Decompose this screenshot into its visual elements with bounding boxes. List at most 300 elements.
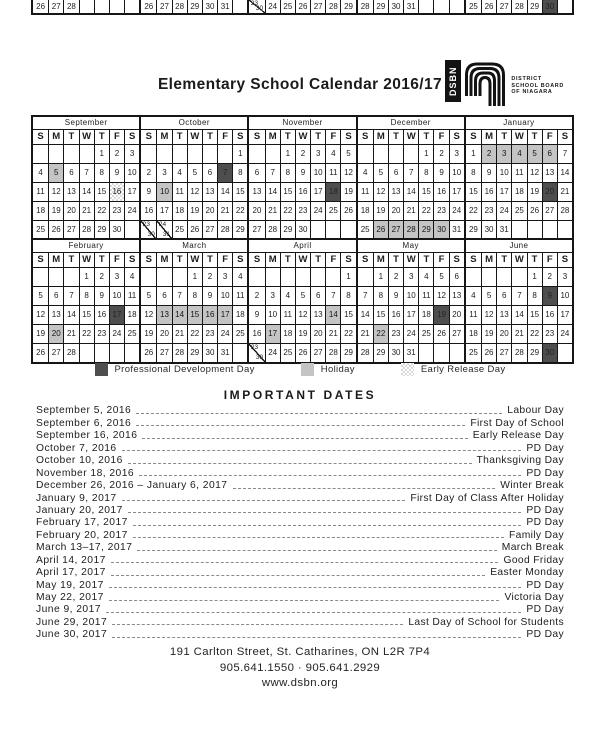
dotted-leader [112,624,403,625]
month-name: April [249,240,355,253]
day-cell: 23 [481,202,496,220]
day-cell: 20 [202,202,217,220]
day-cell: 8 [340,287,355,305]
day-cell: 17 [496,183,511,201]
day-cell: 12 [295,306,310,324]
day-header-cell: M [373,253,388,267]
day-cell: 1 [340,268,355,286]
day-header-cell: M [48,130,63,144]
day-header-row [358,130,464,145]
legend-swatch-h [301,363,314,376]
important-date-row [36,479,564,491]
day-cell: 11 [36,187,45,196]
day-cell: 14 [360,310,370,319]
day-cell: 11 [511,164,526,182]
split-day-second: 30 [255,353,264,361]
important-date-row [36,628,564,640]
day-header-cell: S [557,253,572,267]
day-cell: 30 [295,221,310,239]
dotted-leader [112,637,521,638]
day-cell: 2 [388,268,403,286]
day-cell [511,268,526,286]
day-cell: 15 [280,183,295,201]
day-cell [232,344,247,362]
day-cell: 14 [63,306,78,324]
week-row [466,201,572,220]
day-cell: 15 [418,183,433,201]
week-row [249,305,355,324]
day-cell: 25 [280,344,295,362]
day-cell: 11 [232,287,247,305]
day-cell: 20 [542,183,557,201]
week-row [33,145,139,163]
day-cell: 10 [496,164,511,182]
day-cell: 26 [187,221,202,239]
event-label: PD Day [526,579,564,591]
day-cell: 22 [373,325,388,343]
dsbn-logo [445,60,564,108]
day-cell: 2 [109,145,124,163]
day-header-cell: S [253,254,261,266]
day-cell: 6 [202,164,217,182]
day-cell: 21 [360,329,370,338]
day-cell: 18 [172,202,187,220]
strip-week-row [141,0,247,13]
legend-item-e [401,363,506,376]
day-cell: 12 [481,306,496,324]
day-cell [48,145,63,163]
day-cell: 27 [252,225,262,234]
week-row [141,286,247,305]
day-header-cell: S [37,131,44,143]
day-cell: 2 [254,291,260,300]
day-cell: 20 [310,325,325,343]
day-cell: 23 [388,325,403,343]
event-label: PD Day [526,442,564,454]
day-header-cell: T [527,130,542,144]
strip-week-row [33,0,139,13]
date-label: October 7, 2016 [36,442,117,454]
day-cell: 8 [373,287,388,305]
day-cell: 22 [418,202,433,220]
dotted-leader [133,537,504,538]
day-cell: 31 [449,221,464,239]
day-cell [33,145,48,163]
day-cell: 31 [403,0,418,13]
day-header-cell: T [388,130,403,144]
important-date-row [36,553,564,565]
day-cell: 24 [403,325,418,343]
day-cell: 3 [496,145,511,163]
day-cell: 12 [144,310,154,319]
day-cell [325,221,340,239]
day-cell: 5 [146,291,152,300]
day-cell: 1 [187,268,202,286]
event-label: PD Day [526,604,564,616]
day-header-cell: W [187,253,202,267]
day-header-cell: T [280,253,295,267]
day-cell: 29 [94,221,109,239]
important-date-row [36,416,564,428]
day-cell: 26 [527,202,542,220]
day-cell: 4 [232,268,247,286]
month-october [139,117,247,239]
day-cell: 2 [94,268,109,286]
important-date-row [36,603,564,615]
day-cell [63,268,78,286]
week-row [358,145,464,163]
day-cell: 24 [265,0,280,13]
day-cell: 8 [280,164,295,182]
day-cell: 28 [325,344,340,362]
legend-swatch-p [95,363,108,376]
day-cell: 8 [232,164,247,182]
day-cell: 16 [295,183,310,201]
day-header-cell: T [202,130,217,144]
page-title: Elementary School Calendar 2016/17 [157,76,443,93]
day-cell: 18 [360,206,370,215]
split-day-cell [249,0,264,13]
week-row [466,145,572,163]
day-cell [557,221,572,239]
day-cell: 8 [527,287,542,305]
day-header-cell: S [145,131,152,143]
day-cell [172,268,187,286]
day-cell: 10 [217,287,232,305]
day-cell: 13 [496,306,511,324]
day-cell: 4 [471,291,476,300]
day-cell: 18 [511,183,526,201]
day-cell [466,268,481,286]
dotted-leader [106,612,521,613]
day-cell [325,268,340,286]
day-cell: 6 [310,287,325,305]
event-label: Family Day [509,529,564,541]
day-cell [527,221,542,239]
legend-swatch-e [401,363,414,376]
day-cell: 19 [340,183,355,201]
day-cell [48,268,63,286]
day-cell: 26 [373,221,388,239]
day-header-row [141,253,247,268]
day-cell: 15 [468,187,478,196]
day-cell: 1 [280,145,295,163]
legend [0,363,600,376]
day-header-cell: T [280,130,295,144]
day-cell: 11 [361,187,370,196]
day-cell: 29 [468,225,478,234]
event-label: Victoria Day [504,592,564,603]
important-dates-list [36,404,564,640]
day-cell [141,145,156,163]
day-header-cell: T [418,130,433,144]
day-cell: 7 [403,164,418,182]
day-cell: 27 [388,221,403,239]
day-cell: 16 [252,329,262,338]
day-cell: 10 [310,164,325,182]
day-cell: 19 [187,202,202,220]
day-cell: 3 [217,268,232,286]
split-day-cell [141,221,156,239]
week-row [249,182,355,201]
day-cell: 21 [79,202,94,220]
day-cell: 17 [265,325,280,343]
date-label: February 20, 2017 [36,529,128,541]
event-label: Easter Monday [490,567,564,579]
day-header-cell: F [325,253,340,267]
day-header-cell: S [232,130,247,144]
day-cell [249,145,264,163]
week-row [33,324,139,343]
day-cell: 15 [373,306,388,324]
week-row [466,163,572,182]
day-header-cell: M [48,253,63,267]
week-row [141,268,247,286]
day-cell: 20 [48,325,63,343]
day-cell: 20 [388,202,403,220]
day-cell: 8 [94,164,109,182]
event-label: PD Day [526,467,564,479]
day-header-cell: S [449,253,464,267]
day-cell: 28 [511,344,526,362]
split-day-second: 30 [147,230,155,238]
day-cell: 25 [36,225,46,234]
event-label: March Break [501,542,564,554]
day-cell: 6 [156,287,171,305]
day-cell: 1 [94,145,109,163]
day-cell: 11 [469,310,478,319]
day-cell: 24 [310,202,325,220]
date-label: April 14, 2017 [36,554,106,566]
dotted-leader [137,550,496,551]
day-cell: 10 [124,164,139,182]
day-cell: 14 [217,183,232,201]
day-header-cell: W [403,130,418,144]
day-cell: 21 [511,325,526,343]
day-cell: 7 [265,164,280,182]
day-cell: 5 [38,291,43,300]
day-header-cell: S [340,253,355,267]
week-row [141,305,247,324]
date-label: October 10, 2016 [36,455,123,467]
week-row [358,324,464,343]
day-cell: 5 [48,164,63,182]
day-cell: 29 [527,344,542,362]
day-cell [340,221,355,239]
date-label: March 13–17, 2017 [36,542,133,554]
day-header-cell: F [217,130,232,144]
day-cell: 26 [433,325,448,343]
dsbn-logo-acronym: DSBN [445,60,461,102]
day-cell: 28 [265,221,280,239]
day-cell: 31 [217,344,232,362]
day-cell: 11 [325,164,340,182]
day-cell: 30 [202,0,217,13]
day-cell: 30 [433,221,448,239]
day-cell: 24 [265,344,280,362]
month-september [33,117,139,239]
day-cell: 12 [187,183,202,201]
day-cell: 14 [511,306,526,324]
day-cell [187,145,202,163]
day-header-cell: W [403,253,418,267]
day-header-cell: S [232,253,247,267]
day-header-cell: F [109,253,124,267]
day-cell [109,344,124,362]
day-cell: 29 [232,221,247,239]
day-cell [79,145,94,163]
day-cell: 15 [232,183,247,201]
day-cell: 25 [511,202,526,220]
week-row [33,286,139,305]
day-cell: 24 [557,325,572,343]
day-cell [358,145,373,163]
week-row [466,305,572,324]
day-cell: 18 [418,306,433,324]
strip-month [356,0,464,13]
week-row [358,305,464,324]
day-header-row [249,130,355,145]
day-header-cell: M [373,130,388,144]
day-cell [388,145,403,163]
day-cell: 19 [481,325,496,343]
day-cell [156,145,171,163]
dotted-leader [122,450,522,451]
day-cell: 27 [156,0,171,13]
day-cell: 17 [109,306,124,324]
day-cell: 14 [172,306,187,324]
week-row [141,163,247,182]
strip-month [247,0,355,13]
day-cell: 5 [433,268,448,286]
dotted-leader [128,512,522,513]
day-cell: 4 [38,168,43,177]
event-label: First Day of Class After Holiday [410,492,564,504]
day-header-cell: W [79,253,94,267]
day-cell: 13 [310,306,325,324]
day-cell [265,145,280,163]
day-cell: 9 [295,164,310,182]
day-cell: 8 [471,168,476,177]
day-cell: 30 [542,344,557,362]
day-cell: 26 [295,344,310,362]
day-cell: 28 [217,221,232,239]
week-row [33,163,139,182]
org-line: OF NIAGARA [511,89,553,96]
month-february [33,240,139,362]
day-cell: 13 [388,183,403,201]
dotted-leader [111,575,485,576]
day-cell: 2 [433,145,448,163]
day-cell: 24 [496,202,511,220]
week-row [466,268,572,286]
day-cell [310,221,325,239]
dsbn-logo-arc-icon [464,60,506,108]
day-cell: 17 [557,306,572,324]
important-date-row [36,566,564,578]
day-cell: 28 [557,202,572,220]
strip-month [33,0,139,13]
legend-label: Early Release Day [420,364,506,375]
day-cell: 1 [418,145,433,163]
week-row [466,324,572,343]
day-header-row [249,253,355,268]
day-cell: 26 [144,348,154,357]
day-cell: 27 [449,325,464,343]
day-cell: 23 [433,202,448,220]
day-header-cell: S [470,131,477,143]
day-cell [124,344,139,362]
week-row [141,343,247,362]
day-cell [172,145,187,163]
important-date-row [36,454,564,466]
date-label: September 6, 2016 [36,417,132,429]
event-label: First Day of School [470,417,564,429]
day-cell [511,221,526,239]
week-row [33,220,139,239]
day-cell: 13 [63,183,78,201]
day-cell: 19 [433,306,448,324]
day-cell: 19 [144,329,154,338]
day-cell [94,0,109,13]
day-cell: 6 [63,164,78,182]
day-cell: 27 [48,344,63,362]
day-cell: 23 [542,325,557,343]
day-header-row [466,253,572,268]
day-header-cell: T [527,253,542,267]
day-header-cell: T [388,253,403,267]
day-header-cell: T [310,130,325,144]
date-label: January 20, 2017 [36,504,123,516]
day-cell: 5 [373,164,388,182]
day-header-cell: T [202,253,217,267]
day-cell: 21 [217,202,232,220]
day-cell [280,268,295,286]
month-name: May [358,240,464,253]
month-april [247,240,355,362]
strip-week-row [358,0,464,13]
day-cell: 25 [172,221,187,239]
day-cell: 21 [63,325,78,343]
week-row [358,268,464,286]
org-line: SCHOOL BOARD [511,82,564,89]
day-cell: 17 [310,183,325,201]
day-cell: 31 [496,221,511,239]
org-line: DISTRICT [511,76,542,82]
day-header-cell: S [449,130,464,144]
day-cell: 11 [418,287,433,305]
event-label: PD Day [526,629,564,641]
month-name: March [141,240,247,253]
date-label: June 30, 2017 [36,629,108,641]
day-header-cell: F [542,130,557,144]
day-cell [557,0,572,13]
day-cell: 30 [388,344,403,362]
day-cell: 21 [557,183,572,201]
day-cell: 22 [94,202,109,220]
day-cell: 19 [295,325,310,343]
day-cell: 26 [36,1,46,11]
day-cell: 25 [232,325,247,343]
day-cell: 7 [362,291,368,300]
day-cell [295,268,310,286]
day-header-cell: S [557,130,572,144]
day-cell [265,268,280,286]
day-cell: 28 [325,0,340,13]
day-cell: 15 [79,306,94,324]
split-day-cell [156,221,171,239]
date-label: September 16, 2016 [36,430,138,442]
